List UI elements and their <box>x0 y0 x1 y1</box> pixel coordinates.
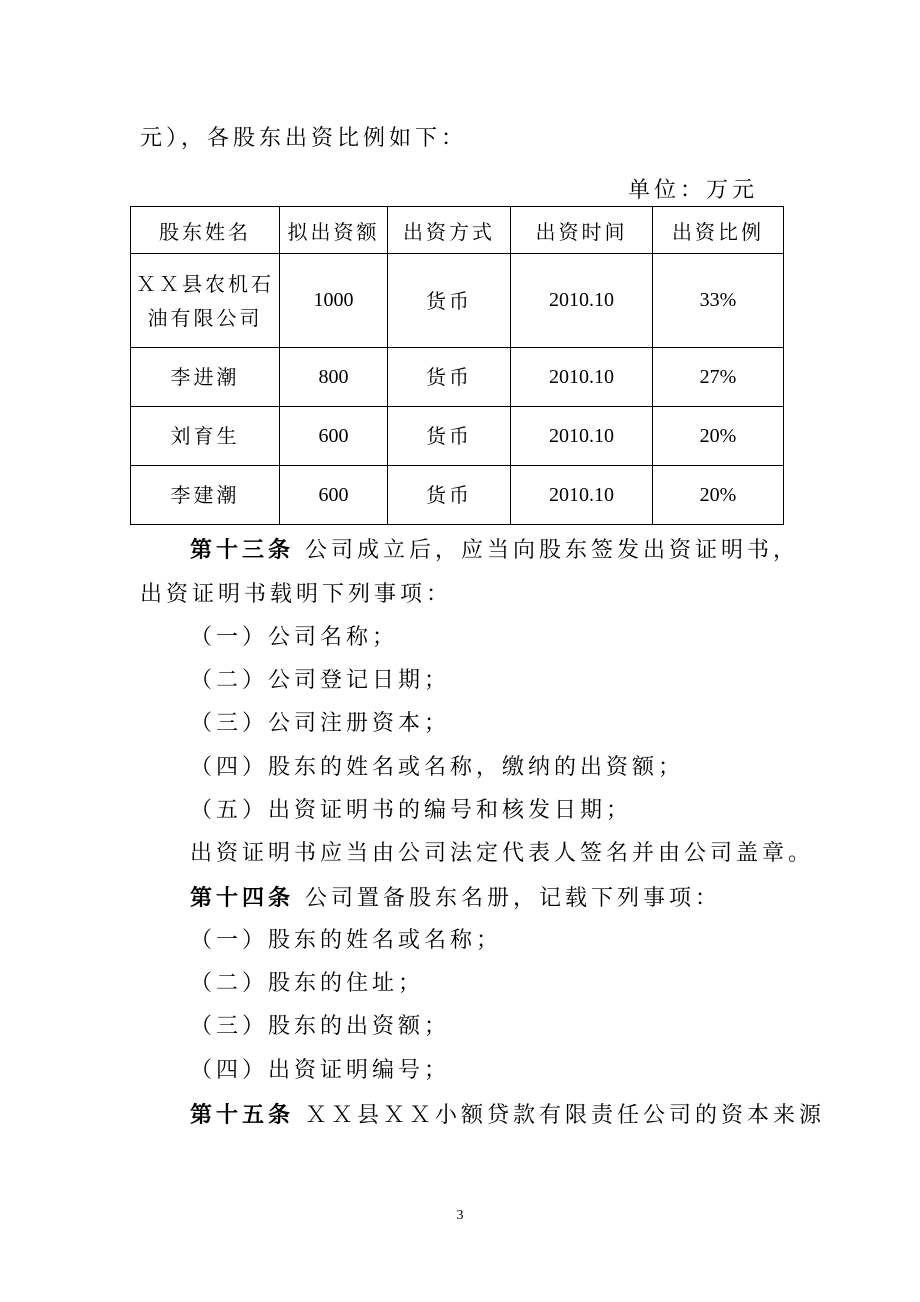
cell-method: 货币 <box>388 466 511 525</box>
header-method: 出资方式 <box>388 207 511 254</box>
cell-date: 2010.10 <box>511 466 653 525</box>
cell-amount: 600 <box>280 407 388 466</box>
cell-method: 货币 <box>388 348 511 407</box>
cell-name <box>131 254 280 348</box>
header-date: 出资时间 <box>511 207 653 254</box>
article-13-line-1 <box>190 535 799 566</box>
cell-method: 货币 <box>388 254 511 348</box>
page-number: 3 <box>456 1208 464 1223</box>
cell-name: 刘育生 <box>131 407 280 466</box>
cell-amount: 800 <box>280 348 388 407</box>
article-15-title: 第十五条 <box>190 1102 295 1128</box>
cell-ratio: 27% <box>653 348 784 407</box>
shareholder-table <box>130 206 784 525</box>
cell-date: 2010.10 <box>511 348 653 407</box>
cell-date: 2010.10 <box>511 254 653 348</box>
cell-name: 李建潮 <box>131 466 280 525</box>
list-item: （三）股东的出资额； <box>190 1014 451 1039</box>
table-row <box>131 407 784 466</box>
article-13-line-2: 出资证明书载明下列事项： <box>140 582 453 607</box>
article-13-closing: 出资证明书应当由公司法定代表人签名并由公司盖章。 <box>190 841 815 866</box>
table-row <box>131 254 784 348</box>
article-13-title: 第十三条 <box>190 537 295 563</box>
list-item: （五）出资证明书的编号和核发日期； <box>190 798 633 823</box>
header-ratio: 出资比例 <box>653 207 784 254</box>
list-item: （四）出资证明编号； <box>190 1058 451 1083</box>
article-13-text: 公司成立后，应当向股东签发出资证明书， <box>305 538 800 563</box>
list-item: （二）公司登记日期； <box>190 668 451 693</box>
cell-date: 2010.10 <box>511 407 653 466</box>
article-14-text: 公司置备股东名册，记载下列事项： <box>305 886 722 911</box>
list-item: （四）股东的姓名或名称，缴纳的出资额； <box>190 755 685 780</box>
list-item: （三）公司注册资本； <box>190 711 451 736</box>
cell-name-line2: 油有限公司 <box>147 305 263 330</box>
unit-label: 单位：万元 <box>628 178 759 203</box>
cell-name: 李进潮 <box>131 348 280 407</box>
cell-amount: 1000 <box>280 254 388 348</box>
cell-amount: 600 <box>280 466 388 525</box>
list-item: （一）公司名称； <box>190 625 399 650</box>
cell-name-line1: ＸＸ县农机石 <box>136 271 274 296</box>
cell-ratio: 33% <box>653 254 784 348</box>
table-header-row <box>131 207 784 254</box>
article-15-line <box>190 1100 825 1131</box>
article-14-title: 第十四条 <box>190 885 295 911</box>
cell-method: 货币 <box>388 407 511 466</box>
cell-ratio: 20% <box>653 466 784 525</box>
intro-line: 元），各股东出资比例如下： <box>140 126 468 151</box>
header-amount: 拟出资额 <box>280 207 388 254</box>
list-item: （二）股东的住址； <box>190 971 425 996</box>
table-row <box>131 466 784 525</box>
cell-ratio: 20% <box>653 407 784 466</box>
header-name: 股东姓名 <box>131 207 280 254</box>
article-14-line <box>190 883 721 914</box>
list-item: （一）股东的姓名或名称； <box>190 928 503 953</box>
article-15-text: ＸＸ县ＸＸ小额贷款有限责任公司的资本来源 <box>305 1103 826 1128</box>
table-row <box>131 348 784 407</box>
